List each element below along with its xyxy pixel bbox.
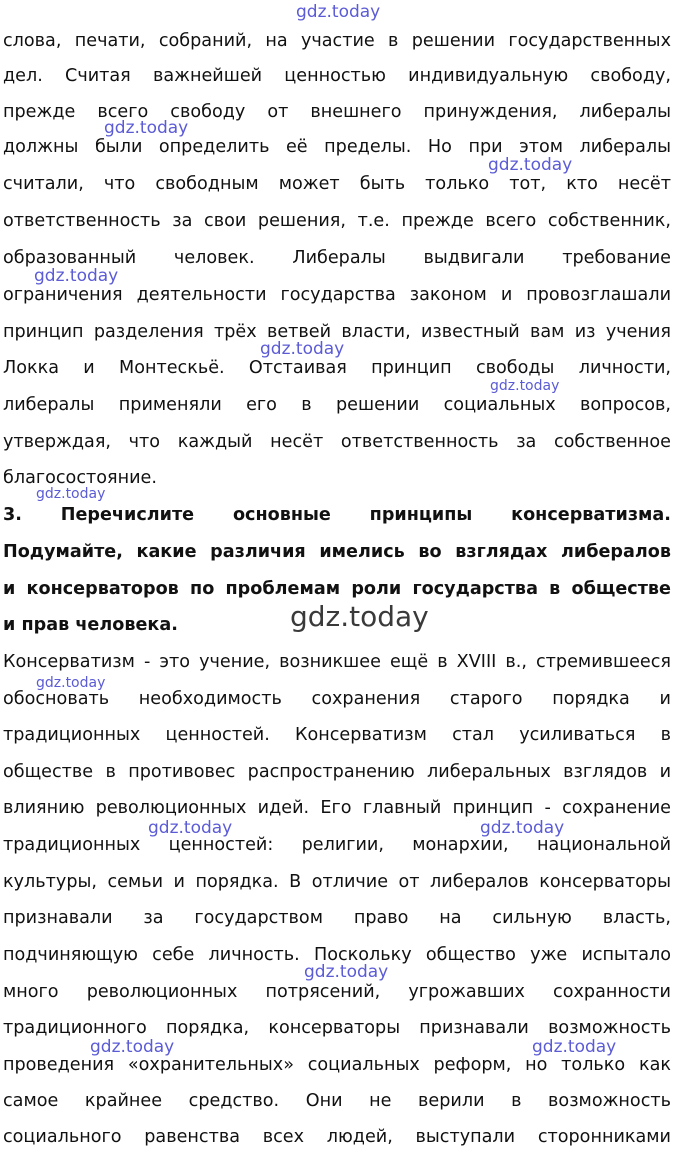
text-line: благосостояние. (3, 468, 157, 488)
text-line: слова, печати, собраний, на участие в решении государственных (3, 31, 671, 51)
watermark: gdz.today (480, 818, 565, 838)
watermark: gdz.today (260, 339, 345, 359)
text-line: либералы применяли его в решении социальных вопросов, (3, 395, 671, 415)
text-line: самое крайнее средство. Они не верили в возможность (3, 1091, 671, 1111)
question-heading-line: и прав человека. (3, 615, 178, 635)
text-line: утверждая, что каждый несёт ответственность за собственное (3, 432, 671, 452)
text-line: традиционных ценностей: религии, монархии, национальной (3, 835, 671, 855)
text-line: дел. Считая важнейшей ценностью индивидуальную свободу, (3, 66, 671, 86)
watermark: gdz.today (296, 2, 381, 22)
watermark: gdz.today (90, 1037, 175, 1057)
watermark: gdz.today (490, 378, 560, 394)
text-line: ответственность за свои решения, т.е. прежде всего собственник, (3, 211, 671, 231)
text-line: принцип разделения трёх ветвей власти, известный вам из учения (3, 322, 671, 342)
watermark: gdz.today (290, 600, 429, 633)
text-line: прежде всего свободу от внешнего принуждения, либералы (3, 102, 671, 122)
text-line: ограничения деятельности государства законом и провозглашали (3, 285, 671, 305)
text-line: обществе в противовес распространению либеральных взглядов и (3, 762, 671, 782)
text-line: Консерватизм - это учение, возникшее ещё в XVIII в., стремившееся (3, 652, 671, 672)
watermark: gdz.today (304, 962, 389, 982)
text-line: традиционных ценностей. Консерватизм стал усиливаться в (3, 725, 671, 745)
text-line: традиционного порядка, консерваторы признавали возможность (3, 1018, 671, 1038)
text-line: должны были определить её пределы. Но при этом либералы (3, 137, 671, 157)
watermark: gdz.today (104, 118, 189, 138)
text-line: социального равенства всех людей, выступали сторонниками (3, 1127, 671, 1147)
text-line: Локка и Монтескьё. Отстаивая принцип свободы личности, (3, 358, 671, 378)
watermark: gdz.today (36, 675, 106, 691)
question-heading-line: и консерваторов по проблемам роли государства в обществе (3, 579, 671, 599)
watermark: gdz.today (36, 486, 106, 502)
text-line: влиянию революционных идей. Его главный принцип - сохранение (3, 798, 671, 818)
text-line: много революционных потрясений, угрожавших сохранности (3, 982, 671, 1002)
question-heading-line: Подумайте, какие различия имелись во взглядах либералов (3, 542, 671, 562)
text-line: подчиняющую себе личность. Поскольку общество уже испытало (3, 945, 671, 965)
watermark: gdz.today (488, 155, 573, 175)
text-line: считали, что свободным может быть только тот, кто несёт (3, 174, 671, 194)
text-line: культуры, семьи и порядка. В отличие от либералов консерваторы (3, 872, 671, 892)
watermark: gdz.today (532, 1037, 617, 1057)
text-line: образованный человек. Либералы выдвигали требование (3, 248, 671, 268)
question-heading-line: 3. Перечислите основные принципы консерватизма. (3, 505, 671, 525)
watermark: gdz.today (148, 818, 233, 838)
text-line: признавали за государством право на сильную власть, (3, 908, 671, 928)
text-line: обосновать необходимость сохранения старого порядка и (3, 689, 671, 709)
watermark: gdz.today (34, 266, 119, 286)
text-line: проведения «охранительных» социальных реформ, но только как (3, 1055, 671, 1075)
